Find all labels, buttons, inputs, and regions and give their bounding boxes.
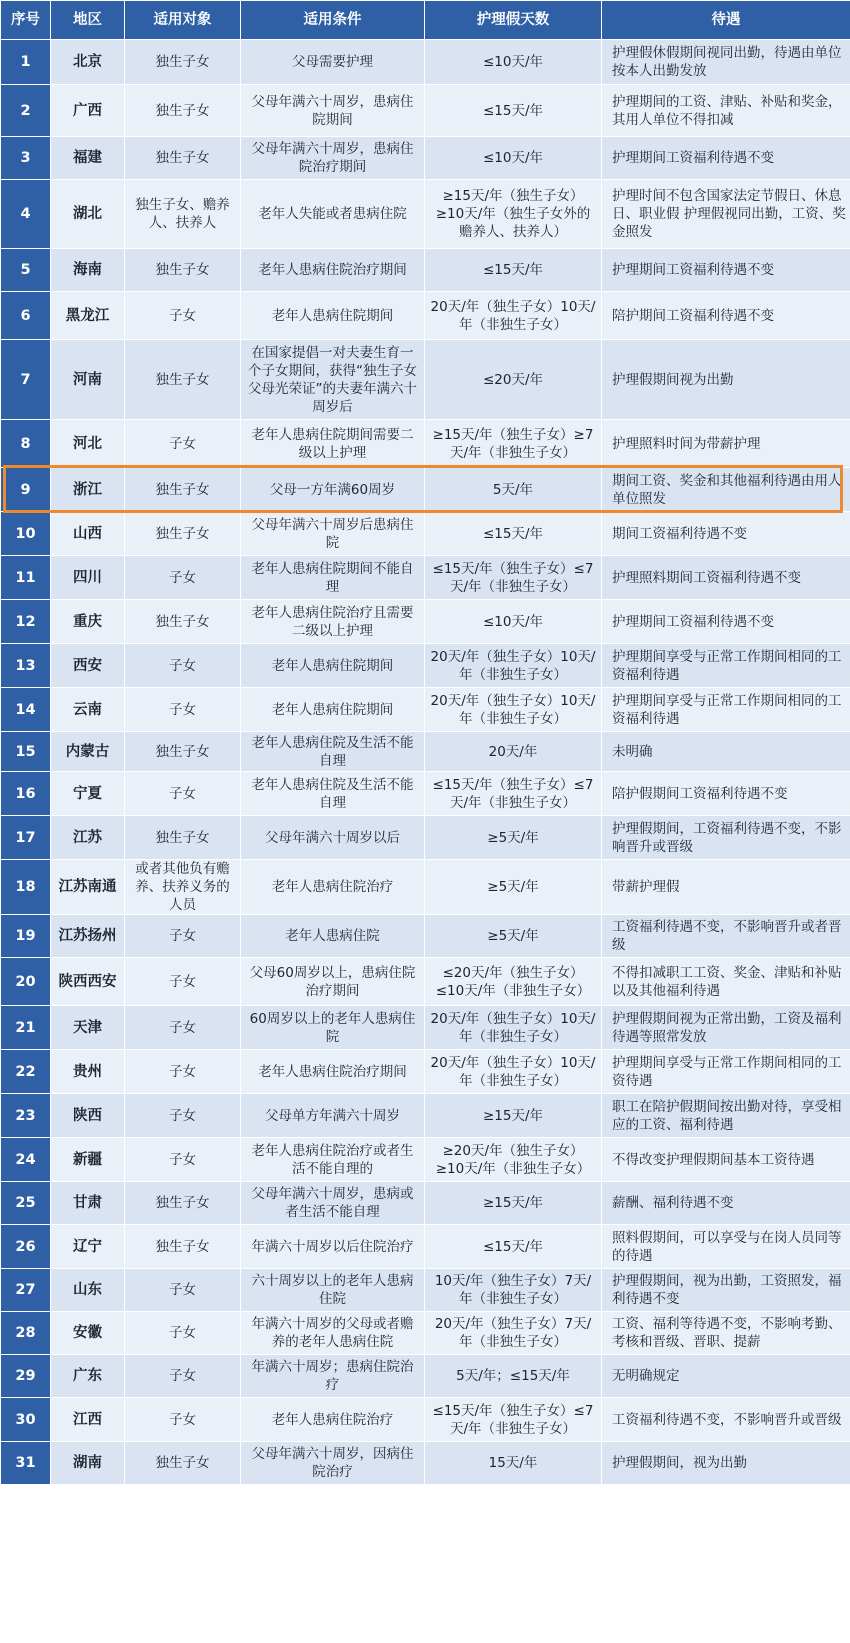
cell-region: 广东 xyxy=(51,1355,125,1398)
cell-days: 5天/年 xyxy=(425,468,602,512)
cell-condition: 老年人患病住院期间 xyxy=(241,644,425,688)
cell-index: 8 xyxy=(1,420,51,468)
cell-treatment: 护理假期间视为出勤 xyxy=(602,340,850,420)
table-row xyxy=(1,772,850,816)
cell-region: 海南 xyxy=(51,249,125,292)
cell-target: 子女 xyxy=(125,292,241,340)
header-target: 适用对象 xyxy=(125,1,241,40)
cell-region: 辽宁 xyxy=(51,1225,125,1269)
cell-days: 20天/年（独生子女）10天/年（非独生子女） xyxy=(425,292,602,340)
cell-condition: 年满六十周岁以后住院治疗 xyxy=(241,1225,425,1269)
cell-days: ≥15天/年（独生子女）≥10天/年（独生子女外的赡养人、扶养人） xyxy=(425,180,602,249)
cell-condition: 父母一方年满60周岁 xyxy=(241,468,425,512)
cell-treatment: 护理时间不包含国家法定节假日、休息日、职业假 护理假视同出勤，工资、奖金照发 xyxy=(602,180,850,249)
cell-region: 浙江 xyxy=(51,468,125,512)
cell-condition: 年满六十周岁；患病住院治疗 xyxy=(241,1355,425,1398)
cell-treatment: 护理期间享受与正常工作期间相同的工资待遇 xyxy=(602,1050,850,1094)
cell-target: 独生子女 xyxy=(125,600,241,644)
watermark-logo-icon xyxy=(700,1597,728,1625)
cell-condition: 老年人患病住院及生活不能自理 xyxy=(241,772,425,816)
cell-target: 子女 xyxy=(125,1138,241,1182)
cell-days: 10天/年（独生子女）7天/年（非独生子女） xyxy=(425,1269,602,1312)
cell-target: 独生子女 xyxy=(125,1225,241,1269)
cell-region: 四川 xyxy=(51,556,125,600)
table-row xyxy=(1,1225,850,1269)
cell-condition: 父母年满六十周岁，因病住院治疗 xyxy=(241,1442,425,1485)
cell-treatment: 护理期间工资福利待遇不变 xyxy=(602,249,850,292)
cell-days: 20天/年（独生子女）10天/年（非独生子女） xyxy=(425,1006,602,1050)
cell-days: 20天/年（独生子女）10天/年（非独生子女） xyxy=(425,688,602,732)
cell-days: ≤15天/年 xyxy=(425,249,602,292)
cell-condition: 父母需要护理 xyxy=(241,40,425,85)
cell-target: 子女 xyxy=(125,1355,241,1398)
table-row xyxy=(1,1182,850,1225)
table-row xyxy=(1,915,850,958)
cell-region: 北京 xyxy=(51,40,125,85)
cell-condition: 老年人失能或者患病住院 xyxy=(241,180,425,249)
cell-treatment: 护理假期间，工资福利待遇不变，不影响晋升或晋级 xyxy=(602,816,850,860)
table-row xyxy=(1,860,850,915)
cell-days: ≤15天/年（独生子女）≤7天/年（非独生子女） xyxy=(425,772,602,816)
cell-condition: 老年人患病住院治疗且需要二级以上护理 xyxy=(241,600,425,644)
cell-condition: 六十周岁以上的老年人患病住院 xyxy=(241,1269,425,1312)
cell-days: 15天/年 xyxy=(425,1442,602,1485)
table-row xyxy=(1,1312,850,1355)
table-header-row xyxy=(1,1,850,40)
cell-index: 15 xyxy=(1,732,51,772)
cell-index: 14 xyxy=(1,688,51,732)
cell-condition: 在国家提倡一对夫妻生育一个子女期间，获得“独生子女父母光荣证”的夫妻年满六十周岁后 xyxy=(241,340,425,420)
cell-condition: 父母年满六十周岁，患病住院期间 xyxy=(241,85,425,137)
cell-days: ≤10天/年 xyxy=(425,137,602,180)
cell-treatment: 不得改变护理假期间基本工资待遇 xyxy=(602,1138,850,1182)
table-row xyxy=(1,1355,850,1398)
cell-index: 11 xyxy=(1,556,51,600)
cell-target: 独生子女 xyxy=(125,340,241,420)
cell-region: 甘肃 xyxy=(51,1182,125,1225)
cell-days: ≥5天/年 xyxy=(425,816,602,860)
table-row xyxy=(1,688,850,732)
cell-treatment: 护理期间享受与正常工作期间相同的工资福利待遇 xyxy=(602,688,850,732)
table-row xyxy=(1,556,850,600)
cell-days: 20天/年（独生子女）10天/年（非独生子女） xyxy=(425,644,602,688)
cell-target: 子女 xyxy=(125,644,241,688)
table-row xyxy=(1,512,850,556)
cell-region: 内蒙古 xyxy=(51,732,125,772)
cell-days: ≥15天/年 xyxy=(425,1094,602,1138)
table-row xyxy=(1,1269,850,1312)
cell-index: 18 xyxy=(1,860,51,915)
cell-condition: 老年人患病住院治疗期间 xyxy=(241,249,425,292)
cell-condition: 父母单方年满六十周岁 xyxy=(241,1094,425,1138)
cell-target: 子女 xyxy=(125,1312,241,1355)
cell-region: 西安 xyxy=(51,644,125,688)
cell-days: 20天/年（独生子女）7天/年（非独生子女） xyxy=(425,1312,602,1355)
cell-region: 重庆 xyxy=(51,600,125,644)
cell-treatment: 陪护假期间工资福利待遇不变 xyxy=(602,772,850,816)
cell-days: ≥5天/年 xyxy=(425,860,602,915)
cell-days: ≤10天/年 xyxy=(425,600,602,644)
cell-days: ≤15天/年 xyxy=(425,85,602,137)
cell-target: 子女 xyxy=(125,958,241,1006)
cell-index: 17 xyxy=(1,816,51,860)
table-row xyxy=(1,1398,850,1442)
cell-region: 宁夏 xyxy=(51,772,125,816)
cell-treatment: 护理期间工资福利待遇不变 xyxy=(602,600,850,644)
cell-condition: 老年人患病住院期间不能自理 xyxy=(241,556,425,600)
watermark-brand: 大舟山 xyxy=(758,1596,840,1626)
cell-region: 黑龙江 xyxy=(51,292,125,340)
header-condition: 适用条件 xyxy=(241,1,425,40)
cell-target: 子女 xyxy=(125,772,241,816)
cell-index: 2 xyxy=(1,85,51,137)
cell-target: 子女 xyxy=(125,1050,241,1094)
cell-treatment: 照料假期间，可以享受与在岗人员同等的待遇 xyxy=(602,1225,850,1269)
cell-condition: 父母年满六十周岁以后 xyxy=(241,816,425,860)
cell-index: 12 xyxy=(1,600,51,644)
table-row xyxy=(1,1442,850,1485)
cell-index: 1 xyxy=(1,40,51,85)
cell-index: 16 xyxy=(1,772,51,816)
cell-treatment: 薪酬、福利待遇不变 xyxy=(602,1182,850,1225)
table-row xyxy=(1,1050,850,1094)
cell-condition: 父母年满六十周岁后患病住院 xyxy=(241,512,425,556)
cell-index: 29 xyxy=(1,1355,51,1398)
cell-region: 江苏 xyxy=(51,816,125,860)
cell-index: 3 xyxy=(1,137,51,180)
cell-target: 子女 xyxy=(125,1398,241,1442)
cell-target: 子女 xyxy=(125,688,241,732)
header-days: 护理假天数 xyxy=(425,1,602,40)
cell-region: 陕西 xyxy=(51,1094,125,1138)
cell-treatment: 陪护期间工资福利待遇不变 xyxy=(602,292,850,340)
table-row xyxy=(1,85,850,137)
cell-treatment: 护理假休假期间视同出勤，待遇由单位按本人出勤发放 xyxy=(602,40,850,85)
cell-index: 25 xyxy=(1,1182,51,1225)
cell-target: 独生子女 xyxy=(125,468,241,512)
cell-index: 26 xyxy=(1,1225,51,1269)
cell-treatment: 护理假期间，视为出勤 xyxy=(602,1442,850,1485)
cell-region: 福建 xyxy=(51,137,125,180)
cell-region: 广西 xyxy=(51,85,125,137)
cell-region: 江西 xyxy=(51,1398,125,1442)
cell-condition: 老年人患病住院治疗期间 xyxy=(241,1050,425,1094)
cell-days: ≥5天/年 xyxy=(425,915,602,958)
cell-days: ≤15天/年（独生子女）≤7天/年（非独生子女） xyxy=(425,1398,602,1442)
cell-condition: 老年人患病住院 xyxy=(241,915,425,958)
cell-target: 独生子女 xyxy=(125,40,241,85)
cell-target: 独生子女 xyxy=(125,1182,241,1225)
table-row xyxy=(1,249,850,292)
cell-index: 23 xyxy=(1,1094,51,1138)
cell-treatment: 工资福利待遇不变，不影响晋升或者晋级 xyxy=(602,915,850,958)
table-row xyxy=(1,816,850,860)
cell-condition: 年满六十周岁的父母或者赡养的老年人患病住院 xyxy=(241,1312,425,1355)
cell-days: ≤15天/年 xyxy=(425,1225,602,1269)
cell-index: 10 xyxy=(1,512,51,556)
cell-treatment: 护理照料期间工资福利待遇不变 xyxy=(602,556,850,600)
cell-condition: 老年人患病住院治疗或者生活不能自理的 xyxy=(241,1138,425,1182)
cell-condition: 老年人患病住院期间 xyxy=(241,292,425,340)
cell-index: 21 xyxy=(1,1006,51,1050)
cell-treatment: 未明确 xyxy=(602,732,850,772)
cell-days: ≤20天/年 xyxy=(425,340,602,420)
cell-region: 河南 xyxy=(51,340,125,420)
cell-region: 湖南 xyxy=(51,1442,125,1485)
table-row xyxy=(1,137,850,180)
cell-region: 山西 xyxy=(51,512,125,556)
table-row xyxy=(1,40,850,85)
cell-days: 20天/年（独生子女）10天/年（非独生子女） xyxy=(425,1050,602,1094)
cell-region: 湖北 xyxy=(51,180,125,249)
cell-treatment: 工资福利待遇不变，不影响晋升或晋级 xyxy=(602,1398,850,1442)
cell-condition: 老年人患病住院治疗 xyxy=(241,860,425,915)
cell-index: 6 xyxy=(1,292,51,340)
cell-treatment: 不得扣减职工工资、奖金、津贴和补贴以及其他福利待遇 xyxy=(602,958,850,1006)
cell-region: 山东 xyxy=(51,1269,125,1312)
cell-region: 云南 xyxy=(51,688,125,732)
table-body xyxy=(1,40,850,1485)
cell-condition: 父母年满六十周岁，患病或者生活不能自理 xyxy=(241,1182,425,1225)
table-row xyxy=(1,420,850,468)
table-row xyxy=(1,1006,850,1050)
cell-condition: 父母年满六十周岁，患病住院治疗期间 xyxy=(241,137,425,180)
cell-region: 贵州 xyxy=(51,1050,125,1094)
header-region: 地区 xyxy=(51,1,125,40)
cell-treatment: 护理期间工资福利待遇不变 xyxy=(602,137,850,180)
cell-index: 24 xyxy=(1,1138,51,1182)
cell-condition: 老年人患病住院及生活不能自理 xyxy=(241,732,425,772)
cell-condition: 父母60周岁以上，患病住院治疗期间 xyxy=(241,958,425,1006)
cell-treatment: 护理假期间，视为出勤，工资照发，福利待遇不变 xyxy=(602,1269,850,1312)
cell-days: ≥15天/年（独生子女）≥7天/年（非独生子女） xyxy=(425,420,602,468)
cell-index: 22 xyxy=(1,1050,51,1094)
cell-target: 独生子女 xyxy=(125,249,241,292)
cell-index: 27 xyxy=(1,1269,51,1312)
cell-index: 9 xyxy=(1,468,51,512)
header-treatment: 待遇 xyxy=(602,1,850,40)
cell-target: 独生子女 xyxy=(125,816,241,860)
cell-index: 20 xyxy=(1,958,51,1006)
cell-treatment: 无明确规定 xyxy=(602,1355,850,1398)
cell-treatment: 工资、福利等待遇不变，不影响考勤、考核和晋级、晋职、提薪 xyxy=(602,1312,850,1355)
cell-days: ≤10天/年 xyxy=(425,40,602,85)
cell-region: 江苏南通 xyxy=(51,860,125,915)
cell-target: 独生子女 xyxy=(125,85,241,137)
table-row xyxy=(1,600,850,644)
cell-treatment: 护理期间享受与正常工作期间相同的工资福利待遇 xyxy=(602,644,850,688)
cell-index: 28 xyxy=(1,1312,51,1355)
table-row xyxy=(1,1138,850,1182)
cell-target: 独生子女 xyxy=(125,732,241,772)
cell-target: 子女 xyxy=(125,556,241,600)
table-row xyxy=(1,644,850,688)
table-row xyxy=(1,468,850,512)
cell-index: 13 xyxy=(1,644,51,688)
cell-region: 天津 xyxy=(51,1006,125,1050)
cell-index: 5 xyxy=(1,249,51,292)
cell-days: 5天/年；≤15天/年 xyxy=(425,1355,602,1398)
cell-target: 独生子女 xyxy=(125,1442,241,1485)
cell-target: 独生子女 xyxy=(125,512,241,556)
cell-index: 31 xyxy=(1,1442,51,1485)
watermark-sub: 阿在一样 上上大舟山 xyxy=(742,1630,836,1641)
cell-treatment: 护理期间的工资、津贴、补贴和奖金，其用人单位不得扣减 xyxy=(602,85,850,137)
cell-region: 河北 xyxy=(51,420,125,468)
cell-days: ≥15天/年 xyxy=(425,1182,602,1225)
cell-target: 子女 xyxy=(125,915,241,958)
header-index: 序号 xyxy=(1,1,51,40)
table-row xyxy=(1,958,850,1006)
table-row xyxy=(1,1094,850,1138)
cell-target: 独生子女、赡养人、扶养人 xyxy=(125,180,241,249)
cell-condition: 老年人患病住院期间 xyxy=(241,688,425,732)
cell-target: 或者其他负有赡养、扶养义务的人员 xyxy=(125,860,241,915)
cell-days: ≥20天/年（独生子女）≥10天/年（非独生子女） xyxy=(425,1138,602,1182)
table-row xyxy=(1,180,850,249)
table-row xyxy=(1,732,850,772)
cell-treatment: 期间工资、奖金和其他福利待遇由用人单位照发 xyxy=(602,468,850,512)
cell-target: 独生子女 xyxy=(125,137,241,180)
cell-treatment: 职工在陪护假期间按出勤对待，享受相应的工资、福利待遇 xyxy=(602,1094,850,1138)
cell-condition: 老年人患病住院期间需要二级以上护理 xyxy=(241,420,425,468)
cell-region: 陕西西安 xyxy=(51,958,125,1006)
cell-index: 19 xyxy=(1,915,51,958)
cell-region: 江苏扬州 xyxy=(51,915,125,958)
cell-index: 30 xyxy=(1,1398,51,1442)
cell-days: ≤15天/年（独生子女）≤7天/年（非独生子女） xyxy=(425,556,602,600)
cell-treatment: 护理照料时间为带薪护理 xyxy=(602,420,850,468)
cell-index: 4 xyxy=(1,180,51,249)
cell-condition: 60周岁以上的老年人患病住院 xyxy=(241,1006,425,1050)
cell-condition: 老年人患病住院治疗 xyxy=(241,1398,425,1442)
cell-region: 安徽 xyxy=(51,1312,125,1355)
cell-target: 子女 xyxy=(125,1006,241,1050)
cell-region: 新疆 xyxy=(51,1138,125,1182)
cell-index: 7 xyxy=(1,340,51,420)
cell-treatment: 带薪护理假 xyxy=(602,860,850,915)
cell-target: 子女 xyxy=(125,1269,241,1312)
cell-treatment: 期间工资福利待遇不变 xyxy=(602,512,850,556)
table-row xyxy=(1,292,850,340)
cell-treatment: 护理假期间视为正常出勤，工资及福利待遇等照常发放 xyxy=(602,1006,850,1050)
cell-target: 子女 xyxy=(125,1094,241,1138)
cell-days: ≤20天/年（独生子女）≤10天/年（非独生子女） xyxy=(425,958,602,1006)
table-row xyxy=(1,340,850,420)
cell-days: ≤15天/年 xyxy=(425,512,602,556)
cell-target: 子女 xyxy=(125,420,241,468)
cell-days: 20天/年 xyxy=(425,732,602,772)
